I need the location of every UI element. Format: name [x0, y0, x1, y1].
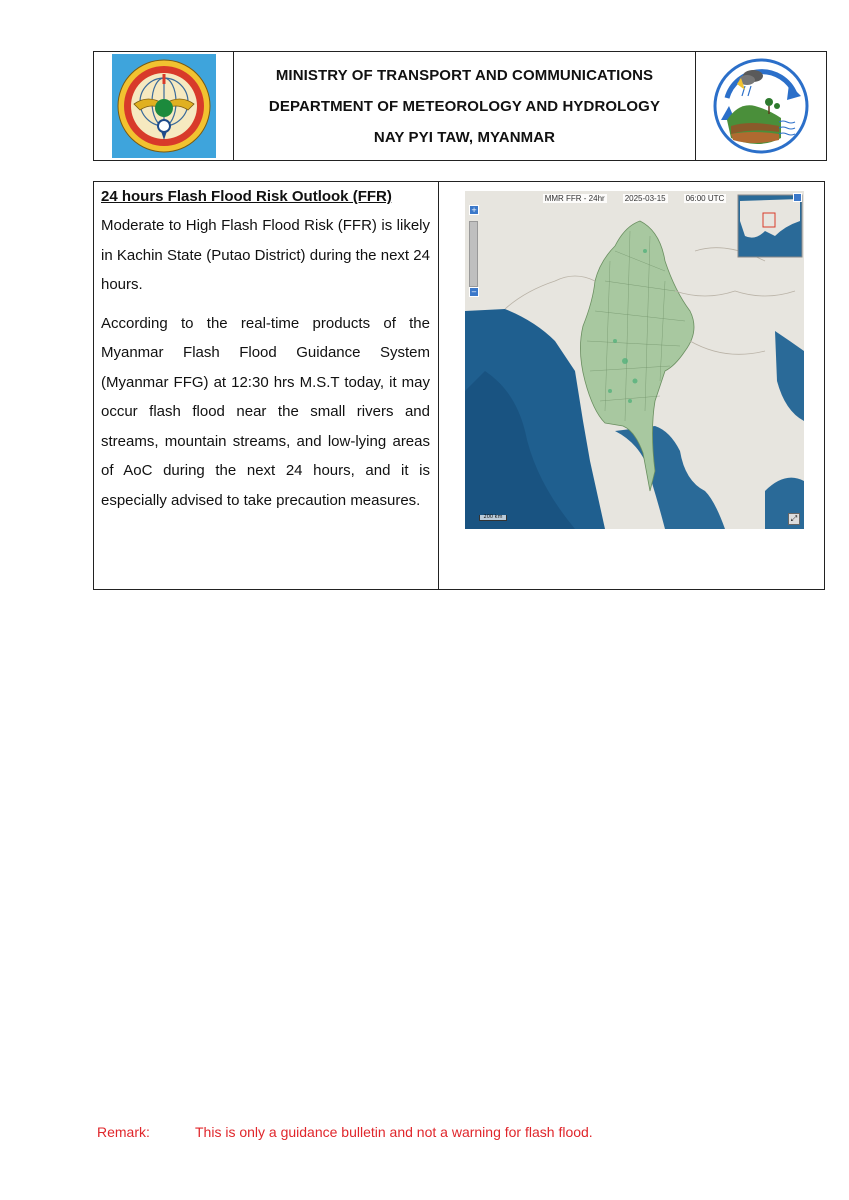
- ffr-details: According to the real-time products of the Myanmar Flash Flood Guidance System (Myanmar FFG) at 12:30 hrs M.S.T today, it may occur flash flood near the small rivers and streams, mountain streams, and low-lying areas of AoC during the next 24 hours, and it is especially advised to take precaution measures.: [101, 314, 430, 509]
- map-caption: [465, 194, 804, 203]
- ffr-map-cell: [439, 182, 824, 589]
- map-time: 06:00 UTC: [685, 194, 725, 203]
- map-date: 2025-03-15: [624, 194, 666, 203]
- letterhead: [93, 51, 827, 161]
- ministry-name: MINISTRY OF TRANSPORT AND COMMUNICATIONS: [275, 66, 654, 84]
- ffr-map-graphic: [465, 191, 804, 529]
- ffr-text-cell: [94, 182, 439, 589]
- zoom-out-button[interactable]: −: [469, 287, 479, 297]
- map-product: MMR FFR - 24hr: [544, 194, 605, 203]
- right-logo-cell: [695, 52, 826, 160]
- zoom-slider[interactable]: [469, 221, 478, 287]
- water-cycle-icon: [709, 54, 813, 158]
- inset-toggle-button[interactable]: [793, 193, 802, 202]
- scale-bar: 200 km: [479, 515, 507, 521]
- ffr-map: [465, 191, 804, 529]
- letterhead-title: [234, 52, 695, 160]
- remark-label: Remark:: [97, 1124, 150, 1140]
- ffr-summary: Moderate to High Flash Flood Risk (FFR) is likely in Kachin State (Putao District) during the next 24 hours.: [101, 217, 430, 293]
- remark: [97, 1124, 593, 1140]
- department-name: DEPARTMENT OF METEOROLOGY AND HYDROLOGY: [268, 97, 661, 115]
- ffr-heading: 24 hours Flash Flood Risk Outlook (FFR): [101, 188, 392, 205]
- remark-text: This is only a guidance bulletin and not a warning for flash flood.: [195, 1124, 593, 1140]
- fullscreen-icon[interactable]: ⤢: [788, 513, 800, 525]
- left-logo-cell: [94, 52, 234, 160]
- ministry-emblem-icon: [112, 54, 216, 158]
- zoom-in-button[interactable]: +: [469, 205, 479, 215]
- ffr-table: [93, 181, 825, 590]
- location: NAY PYI TAW, MYANMAR: [373, 128, 556, 146]
